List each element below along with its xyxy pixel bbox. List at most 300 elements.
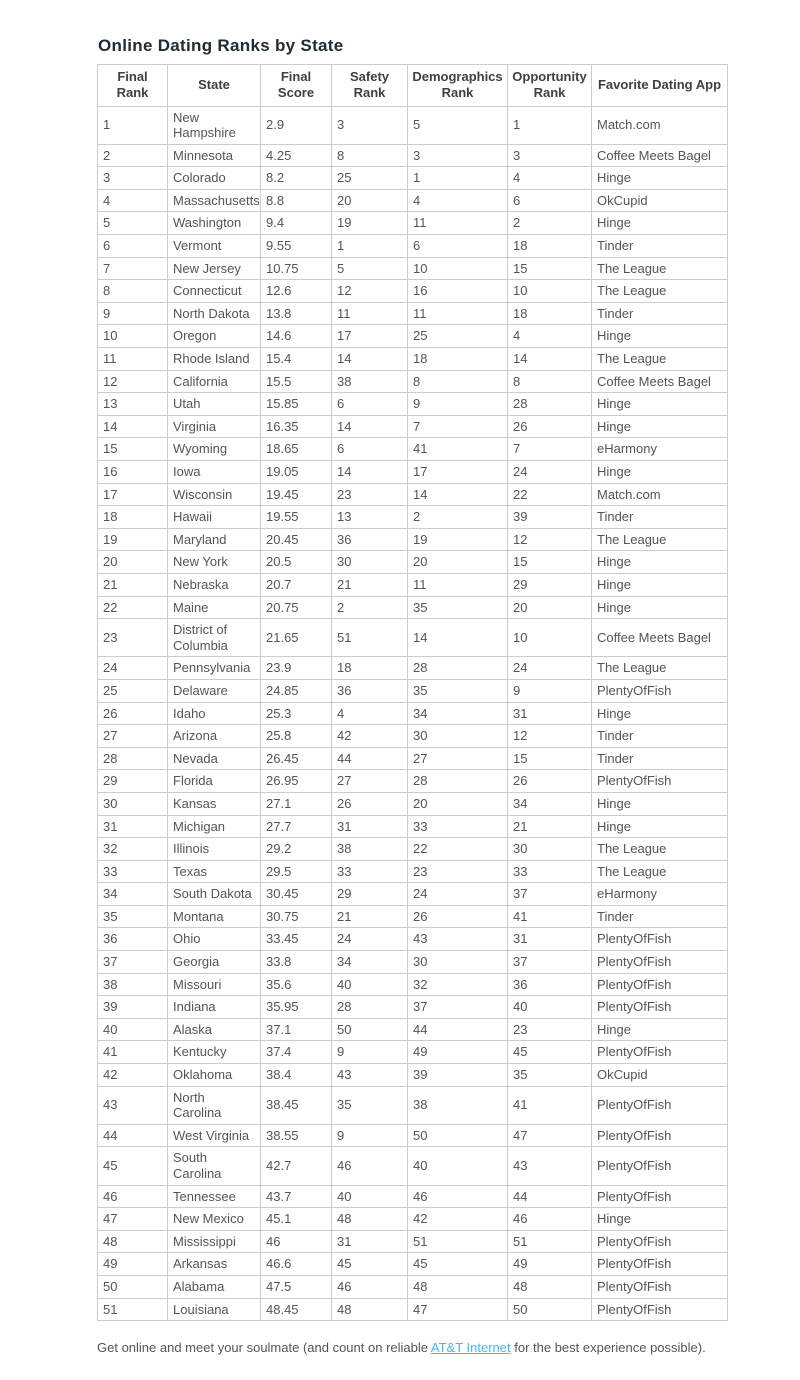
table-cell: 31 [508,928,592,951]
table-cell: Virginia [168,415,261,438]
table-cell: 15.85 [261,393,332,416]
table-cell: 20.5 [261,551,332,574]
table-cell: 7 [98,257,168,280]
table-cell: The League [592,528,728,551]
table-cell: eHarmony [592,883,728,906]
table-cell: Texas [168,860,261,883]
table-row [98,325,728,348]
table-cell: 37.1 [261,1018,332,1041]
table-cell: 39 [408,1064,508,1087]
table-cell: 25 [98,679,168,702]
table-cell: 8 [508,370,592,393]
table-cell: 26 [508,770,592,793]
table-cell: 26.95 [261,770,332,793]
table-cell: Hinge [592,792,728,815]
table-cell: Hinge [592,596,728,619]
table-row [98,438,728,461]
table-cell: Hinge [592,461,728,484]
table-cell: 31 [332,1230,408,1253]
att-internet-link[interactable]: AT&T Internet [430,1340,511,1356]
table-row [98,235,728,258]
table-cell: 30.75 [261,905,332,928]
column-header: Final Rank [98,65,168,107]
table-cell: South Carolina [168,1147,261,1185]
table-cell: 9 [508,679,592,702]
table-cell: New York [168,551,261,574]
table-cell: PlentyOfFish [592,1147,728,1185]
table-cell: 7 [408,415,508,438]
table-cell: 28 [98,747,168,770]
table-row [98,1230,728,1253]
table-cell: 26 [98,702,168,725]
table-cell: 14 [408,619,508,657]
table-cell: 13.8 [261,302,332,325]
table-cell: Michigan [168,815,261,838]
table-cell: 3 [508,144,592,167]
table-row [98,1147,728,1185]
table-cell: Arizona [168,725,261,748]
table-cell: Connecticut [168,280,261,303]
table-cell: 16 [408,280,508,303]
table-cell: 10 [98,325,168,348]
table-cell: 50 [98,1275,168,1298]
column-header: State [168,65,261,107]
table-cell: PlentyOfFish [592,1086,728,1124]
table-cell: Ohio [168,928,261,951]
table-cell: 27 [332,770,408,793]
table-cell: 2 [332,596,408,619]
table-cell: 40 [408,1147,508,1185]
table-cell: Tennessee [168,1185,261,1208]
table-cell: PlentyOfFish [592,1041,728,1064]
table-cell: Hinge [592,212,728,235]
table-row [98,928,728,951]
table-cell: PlentyOfFish [592,928,728,951]
table-cell: Hinge [592,702,728,725]
table-cell: Kansas [168,792,261,815]
table-cell: 40 [98,1018,168,1041]
table-cell: 21 [332,905,408,928]
table-cell: Montana [168,905,261,928]
table-cell: 4 [508,325,592,348]
table-cell: 15 [508,747,592,770]
table-cell: 19 [408,528,508,551]
table-cell: 30 [98,792,168,815]
table-cell: 44 [508,1185,592,1208]
table-cell: 19 [98,528,168,551]
table-cell: New Jersey [168,257,261,280]
table-row [98,106,728,144]
table-row [98,1064,728,1087]
table-cell: PlentyOfFish [592,1298,728,1321]
table-row [98,1298,728,1321]
table-cell: Tinder [592,506,728,529]
table-cell: 1 [508,106,592,144]
table-cell: 42 [408,1208,508,1231]
table-cell: 51 [508,1230,592,1253]
table-cell: 21 [508,815,592,838]
table-cell: Hinge [592,573,728,596]
table-cell: 9 [332,1041,408,1064]
table-cell: 11 [408,302,508,325]
table-cell: Washington [168,212,261,235]
table-cell: 51 [98,1298,168,1321]
table-cell: The League [592,348,728,371]
table-row [98,596,728,619]
table-cell: 38.55 [261,1124,332,1147]
table-cell: 24 [508,461,592,484]
table-cell: 14 [98,415,168,438]
table-cell: 39 [508,506,592,529]
table-cell: 32 [98,838,168,861]
table-cell: 47 [508,1124,592,1147]
table-cell: 2.9 [261,106,332,144]
table-cell: 6 [332,438,408,461]
table-cell: PlentyOfFish [592,679,728,702]
table-cell: 30 [508,838,592,861]
table-cell: 6 [98,235,168,258]
table-row [98,189,728,212]
table-cell: 25 [332,167,408,190]
table-cell: District of Columbia [168,619,261,657]
table-cell: 33 [408,815,508,838]
table-row [98,551,728,574]
table-cell: 5 [332,257,408,280]
table-cell: 30 [332,551,408,574]
table-cell: 11 [408,573,508,596]
table-row [98,1018,728,1041]
table-cell: 14 [332,415,408,438]
table-cell: 50 [332,1018,408,1041]
table-cell: 46 [408,1185,508,1208]
table-cell: 43 [332,1064,408,1087]
table-cell: 46 [98,1185,168,1208]
table-cell: Louisiana [168,1298,261,1321]
table-cell: 24 [408,883,508,906]
table-cell: 9 [408,393,508,416]
table-cell: Match.com [592,483,728,506]
table-cell: 48.45 [261,1298,332,1321]
table-cell: 45.1 [261,1208,332,1231]
table-cell: 11 [332,302,408,325]
table-cell: The League [592,257,728,280]
table-cell: 23 [508,1018,592,1041]
table-cell: 15 [98,438,168,461]
table-cell: 4.25 [261,144,332,167]
table-row [98,1208,728,1231]
table-cell: 19.55 [261,506,332,529]
table-cell: Florida [168,770,261,793]
table-cell: 5 [408,106,508,144]
table-cell: Arkansas [168,1253,261,1276]
table-cell: 42 [98,1064,168,1087]
footer-paragraph [97,1335,727,1360]
table-cell: 21 [332,573,408,596]
table-cell: 17 [98,483,168,506]
table-row [98,1086,728,1124]
table-cell: OkCupid [592,189,728,212]
table-cell: PlentyOfFish [592,996,728,1019]
table-cell: 14 [332,461,408,484]
table-cell: 41 [408,438,508,461]
table-cell: 22 [508,483,592,506]
table-row [98,167,728,190]
table-cell: 20 [508,596,592,619]
table-cell: 12 [98,370,168,393]
table-cell: Wyoming [168,438,261,461]
table-cell: 38 [408,1086,508,1124]
table-row [98,461,728,484]
table-row [98,679,728,702]
table-row [98,1275,728,1298]
table-row [98,996,728,1019]
table-cell: 46 [508,1208,592,1231]
table-cell: 37.4 [261,1041,332,1064]
table-cell: Oklahoma [168,1064,261,1087]
table-cell: Coffee Meets Bagel [592,619,728,657]
table-cell: 2 [98,144,168,167]
table-cell: 18.65 [261,438,332,461]
table-cell: 43.7 [261,1185,332,1208]
table-cell: 15 [508,257,592,280]
table-cell: 19 [332,212,408,235]
table-cell: OkCupid [592,1064,728,1087]
table-cell: 23.9 [261,657,332,680]
table-cell: 35 [508,1064,592,1087]
table-cell: 6 [408,235,508,258]
table-cell: 38.4 [261,1064,332,1087]
table-cell: 14 [408,483,508,506]
table-cell: 30.45 [261,883,332,906]
table-cell: Massachusetts [168,189,261,212]
table-cell: 28 [332,996,408,1019]
table-cell: Tinder [592,302,728,325]
table-cell: 16 [98,461,168,484]
table-cell: Colorado [168,167,261,190]
table-cell: 34 [98,883,168,906]
table-cell: 19.05 [261,461,332,484]
table-cell: 27 [98,725,168,748]
table-cell: 35.6 [261,973,332,996]
table-cell: PlentyOfFish [592,973,728,996]
table-cell: 29.5 [261,860,332,883]
table-cell: 1 [408,167,508,190]
table-cell: Hinge [592,551,728,574]
table-cell: 40 [508,996,592,1019]
table-row [98,144,728,167]
table-cell: 39 [98,996,168,1019]
table-cell: 42 [332,725,408,748]
table-cell: 12 [508,725,592,748]
table-cell: West Virginia [168,1124,261,1147]
table-cell: 14.6 [261,325,332,348]
table-cell: 41 [508,1086,592,1124]
table-cell: PlentyOfFish [592,1185,728,1208]
table-cell: 24 [508,657,592,680]
table-row [98,770,728,793]
table-row [98,792,728,815]
table-cell: 43 [408,928,508,951]
column-header: Favorite Dating App [592,65,728,107]
table-cell: 10 [508,619,592,657]
table-cell: 10.75 [261,257,332,280]
table-cell: Mississippi [168,1230,261,1253]
table-cell: 46.6 [261,1253,332,1276]
table-cell: 20 [408,792,508,815]
table-row [98,860,728,883]
table-row [98,815,728,838]
table-cell: 26.45 [261,747,332,770]
table-row [98,657,728,680]
table-cell: 47 [408,1298,508,1321]
table-cell: Hinge [592,415,728,438]
table-row [98,506,728,529]
table-cell: 48 [332,1298,408,1321]
table-cell: Kentucky [168,1041,261,1064]
table-cell: 15.4 [261,348,332,371]
table-cell: Hinge [592,393,728,416]
table-cell: 43 [508,1147,592,1185]
table-cell: 13 [98,393,168,416]
table-body [98,106,728,1321]
table-cell: 11 [408,212,508,235]
table-cell: 38 [332,838,408,861]
table-cell: 30 [408,951,508,974]
table-row [98,747,728,770]
table-cell: PlentyOfFish [592,1124,728,1147]
table-row [98,257,728,280]
table-cell: PlentyOfFish [592,1230,728,1253]
table-cell: Oregon [168,325,261,348]
table-row [98,1185,728,1208]
table-cell: California [168,370,261,393]
table-cell: 38.45 [261,1086,332,1124]
table-cell: Hinge [592,167,728,190]
table-cell: 6 [332,393,408,416]
table-cell: 28 [508,393,592,416]
table-row [98,302,728,325]
table-row [98,573,728,596]
table-cell: 37 [408,996,508,1019]
table-cell: 45 [332,1253,408,1276]
table-cell: Coffee Meets Bagel [592,144,728,167]
table-cell: Idaho [168,702,261,725]
table-cell: 26 [408,905,508,928]
table-cell: 40 [332,1185,408,1208]
table-cell: 33 [98,860,168,883]
table-cell: 44 [98,1124,168,1147]
table-cell: 14 [508,348,592,371]
table-cell: 47 [98,1208,168,1231]
table-cell: 20.75 [261,596,332,619]
table-row [98,1041,728,1064]
table-cell: eHarmony [592,438,728,461]
table-cell: 11 [98,348,168,371]
table-row [98,838,728,861]
table-row [98,883,728,906]
table-cell: Utah [168,393,261,416]
table-cell: 15 [508,551,592,574]
table-cell: 33.8 [261,951,332,974]
table-cell: 4 [508,167,592,190]
table-row [98,370,728,393]
table-cell: 47.5 [261,1275,332,1298]
table-cell: 10 [408,257,508,280]
table-cell: Indiana [168,996,261,1019]
table-cell: New Hampshire [168,106,261,144]
table-cell: 3 [408,144,508,167]
table-cell: 10 [508,280,592,303]
table-cell: 50 [408,1124,508,1147]
table-cell: Coffee Meets Bagel [592,370,728,393]
table-cell: 38 [332,370,408,393]
table-cell: Hinge [592,1018,728,1041]
table-cell: 30 [408,725,508,748]
table-cell: 36 [332,679,408,702]
table-cell: Minnesota [168,144,261,167]
table-cell: 27.7 [261,815,332,838]
table-cell: 12 [332,280,408,303]
table-cell: 29 [508,573,592,596]
table-cell: Missouri [168,973,261,996]
table-cell: 48 [508,1275,592,1298]
table-cell: 31 [98,815,168,838]
table-cell: 20 [332,189,408,212]
table-cell: South Dakota [168,883,261,906]
table-cell: 12.6 [261,280,332,303]
dating-ranks-table [97,64,728,1321]
table-cell: 27.1 [261,792,332,815]
table-cell: 51 [408,1230,508,1253]
table-cell: 1 [98,106,168,144]
table-cell: 23 [408,860,508,883]
table-row [98,415,728,438]
table-cell: 40 [332,973,408,996]
table-cell: 33.45 [261,928,332,951]
table-cell: 44 [408,1018,508,1041]
table-cell: 4 [408,189,508,212]
table-cell: Wisconsin [168,483,261,506]
table-cell: 35 [98,905,168,928]
table-cell: 34 [508,792,592,815]
table-cell: 35 [408,596,508,619]
table-cell: Hinge [592,1208,728,1231]
table-cell: 29.2 [261,838,332,861]
table-cell: 48 [408,1275,508,1298]
table-cell: 23 [98,619,168,657]
table-cell: 21 [98,573,168,596]
table-cell: 43 [98,1086,168,1124]
table-cell: 44 [332,747,408,770]
table-cell: 3 [98,167,168,190]
table-cell: 50 [508,1298,592,1321]
table-cell: Tinder [592,747,728,770]
table-cell: 24 [98,657,168,680]
table-cell: 27 [408,747,508,770]
table-cell: Alaska [168,1018,261,1041]
table-cell: 8.8 [261,189,332,212]
table-cell: 20.45 [261,528,332,551]
page-title: Online Dating Ranks by State [98,36,344,55]
table-cell: Alabama [168,1275,261,1298]
table-cell: 26 [508,415,592,438]
table-row [98,619,728,657]
table-cell: Delaware [168,679,261,702]
table-cell: 42.7 [261,1147,332,1185]
article-content [97,36,727,1360]
table-cell: 8 [408,370,508,393]
table-cell: Hinge [592,325,728,348]
